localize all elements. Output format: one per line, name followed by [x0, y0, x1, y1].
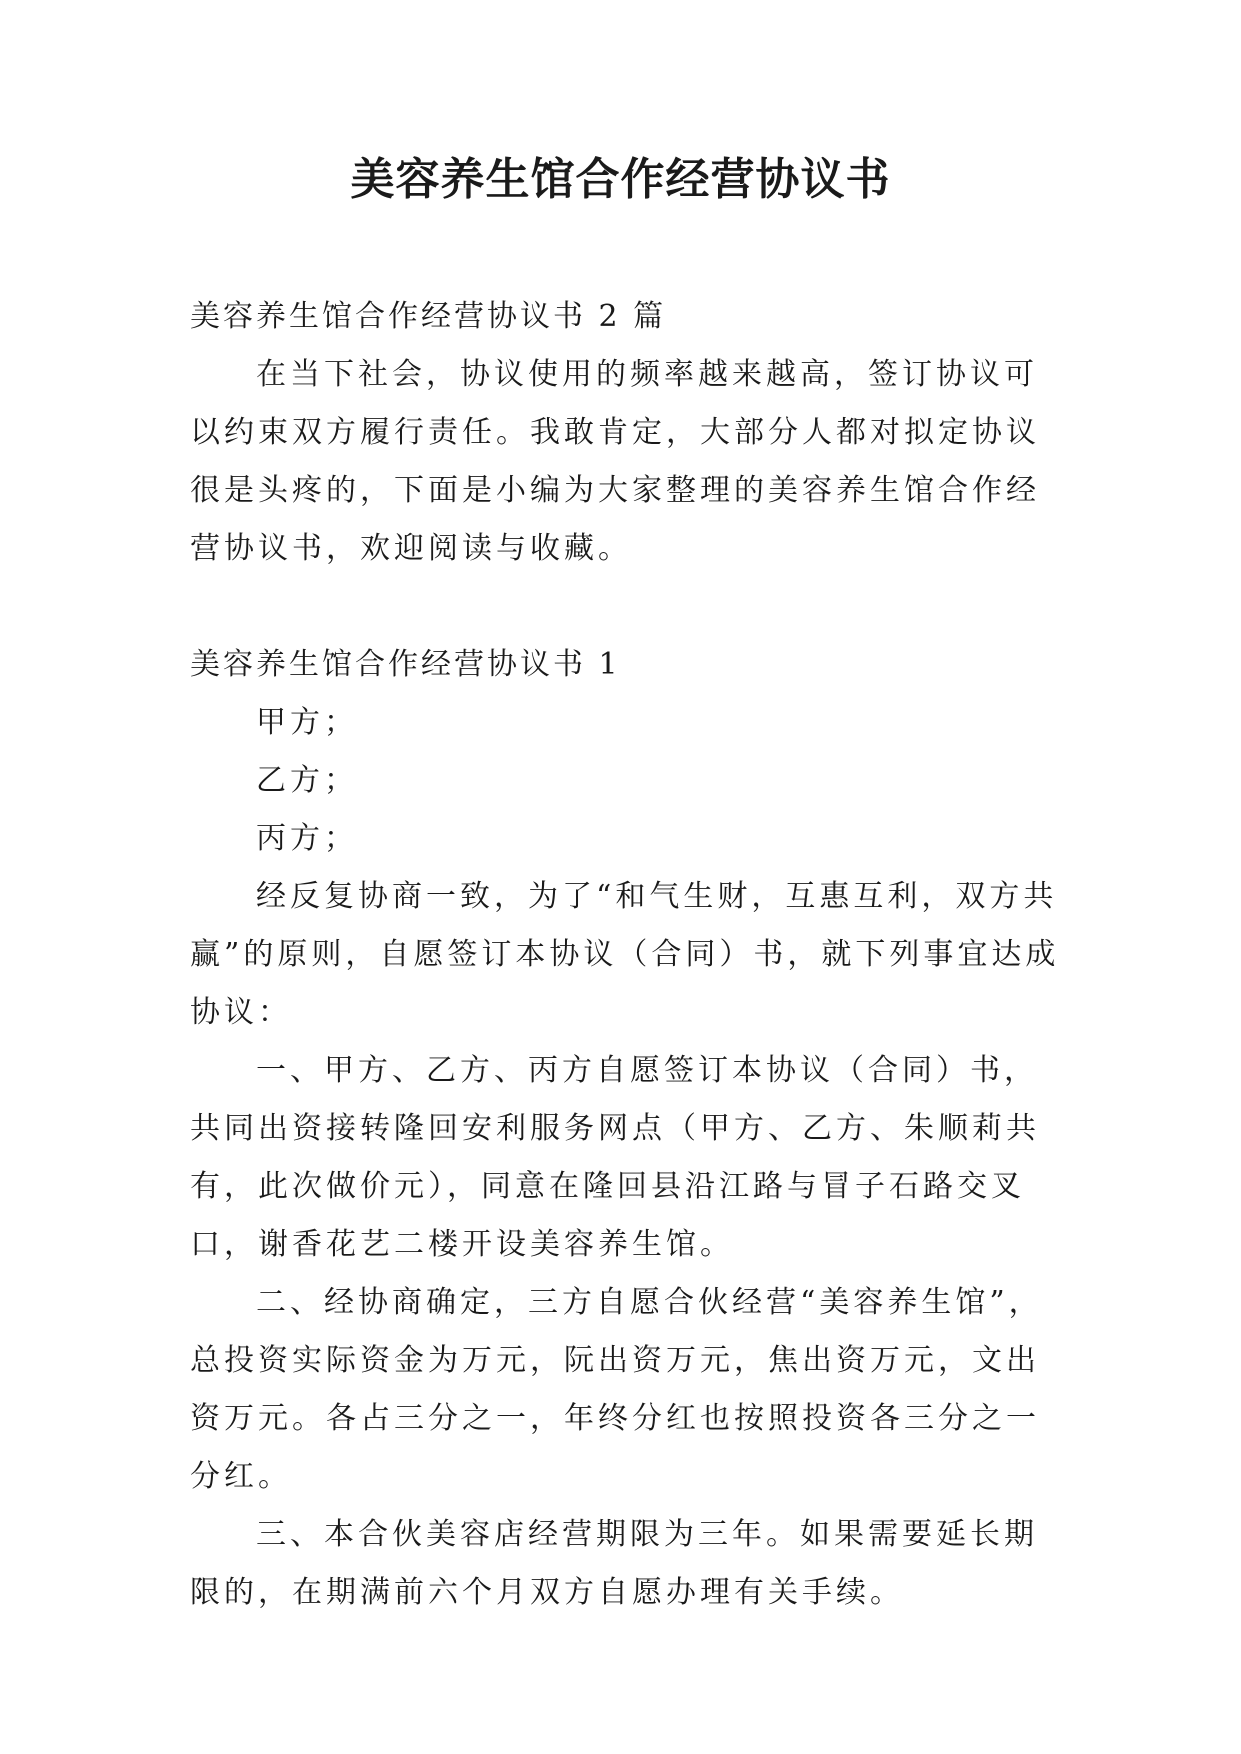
- document-subtitle: 美容养生馆合作经营协议书 2 篇: [190, 299, 667, 334]
- clause-1-paragraph: 一、甲方、乙方、丙方自愿签订本协议（合同）书，共同出资接转隆回安利服务网点（甲方、乙方、朱顺莉共有，此次做价元），同意在隆回县沿江路与冒子石路交叉口，谢香花艺二楼开设美容养生馆。: [190, 1053, 1040, 1262]
- party-a-line: 甲方；: [256, 705, 358, 740]
- clause-2-paragraph: 二、经协商确定，三方自愿合伙经营“美容养生馆”，总投资实际资金为万元，阮出资万元，焦出资万元，文出资万元。各占三分之一，年终分红也按照投资各三分之一分红。: [190, 1285, 1043, 1494]
- clause-3-paragraph: 三、本合伙美容店经营期限为三年。如果需要延长期限的，在期满前六个月双方自愿办理有关手续。: [190, 1517, 1038, 1610]
- paragraph-gap: [190, 578, 1060, 636]
- section-heading: 美容养生馆合作经营协议书 1: [190, 647, 621, 682]
- document-body: [190, 288, 1060, 1622]
- intro-paragraph: 在当下社会，协议使用的频率越来越高，签订协议可以约束双方履行责任。我敢肯定，大部分人都对拟定协议很是头疼的，下面是小编为大家整理的美容养生馆合作经营协议书，欢迎阅读与收藏。: [190, 357, 1040, 566]
- document-title: 美容养生馆合作经营协议书: [350, 154, 891, 205]
- preamble-paragraph: 经反复协商一致，为了“和气生财，互惠互利，双方共赢”的原则，自愿签订本协议（合同）书，就下列事宜达成协议：: [190, 879, 1060, 1030]
- party-c-line: 丙方；: [256, 821, 358, 856]
- party-b-line: 乙方；: [256, 763, 358, 798]
